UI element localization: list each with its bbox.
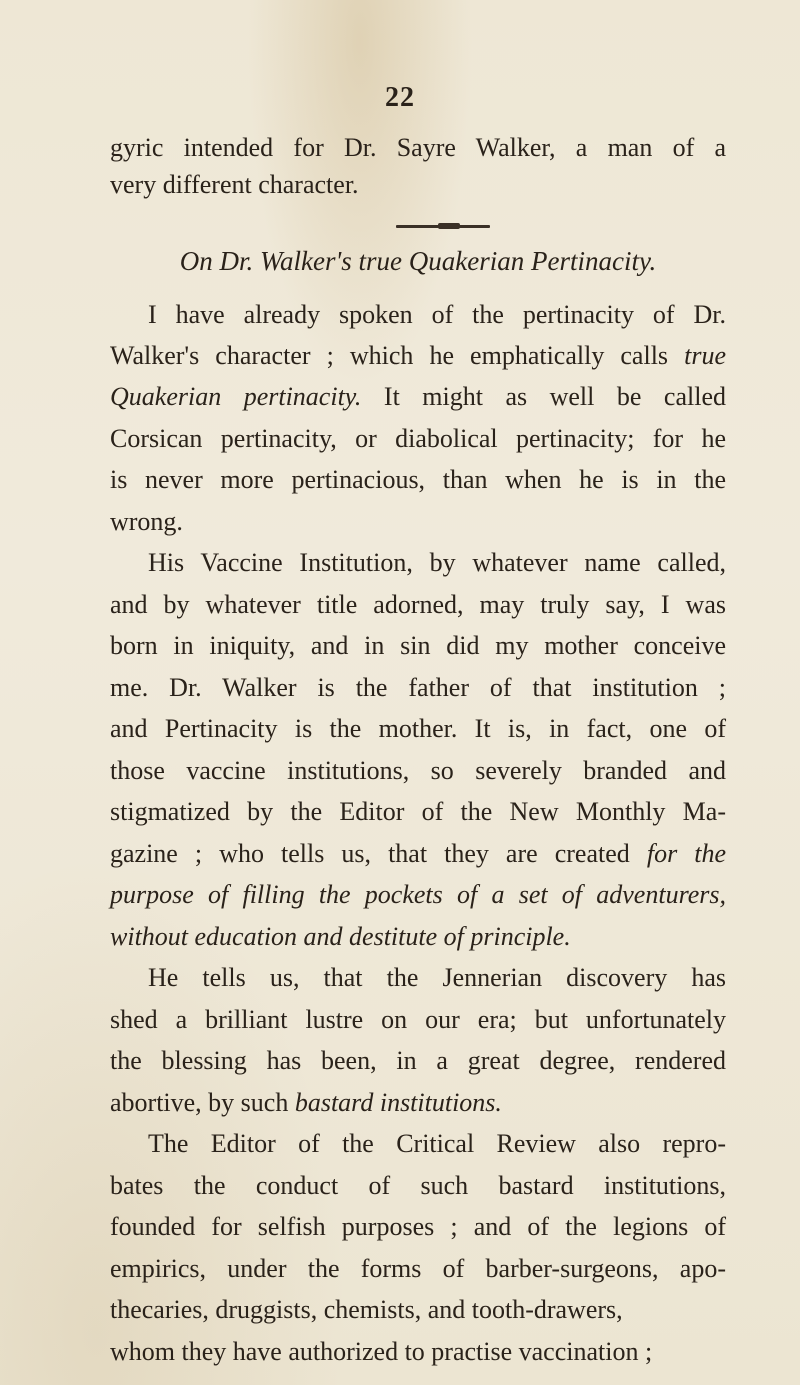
text-line: the blessing has been, in a great degree, rendered (110, 1046, 726, 1076)
text-line: and by whatever title adorned, may truly say, I was (110, 589, 726, 619)
text-line: stigmatized by the Editor of the New Monthly Ma- (110, 797, 726, 827)
text-line: His Vaccine Institution, by whatever name called, (148, 548, 726, 578)
text-line: bates the conduct of such bastard institutions, (110, 1170, 726, 1200)
text-line: Walker's character ; which he emphatically calls true (110, 340, 726, 370)
text-line: He tells us, that the Jennerian discovery has (148, 963, 726, 993)
text-line: me. Dr. Walker is the father of that institution ; (110, 672, 726, 702)
text-line: without education and destitute of principle. (110, 921, 571, 951)
text-line: purpose of filling the pockets of a set of adventurers, (110, 880, 726, 910)
text-line: shed a brilliant lustre on our era; but unfortunately (110, 1004, 726, 1034)
text-line: whom they have authorized to practise vaccination ; (110, 1336, 653, 1366)
text-line: abortive, by such bastard institutions. (110, 1087, 502, 1117)
text-line: gyric intended for Dr. Sayre Walker, a man of a (110, 133, 726, 162)
section-divider-ornament (396, 225, 490, 228)
text-line: born in iniquity, and in sin did my mother conceive (110, 631, 726, 661)
text-line: gazine ; who tells us, that they are created for the (110, 838, 727, 868)
text-line: those vaccine institutions, so severely branded and (110, 755, 726, 785)
text-line: I have already spoken of the pertinacity of Dr. (148, 299, 726, 329)
text-line: is never more pertinacious, than when he is in the (110, 465, 726, 495)
text-line: and Pertinacity is the mother. It is, in fact, one of (110, 714, 726, 744)
text-line: founded for selfish purposes ; and of the legions of (110, 1212, 726, 1242)
text-line: empirics, under the forms of barber-surgeons, apo- (110, 1253, 726, 1283)
text-line: very different character. (110, 169, 359, 199)
text-line: Corsican pertinacity, or diabolical pertinacity; for he (110, 423, 726, 453)
page-number: 22 (385, 82, 415, 113)
text-line: thecaries, druggists, chemists, and tooth-drawers, (110, 1295, 623, 1325)
text-line: The Editor of the Critical Review also repro- (148, 1129, 726, 1159)
text-line: wrong. (110, 506, 183, 536)
section-heading: On Dr. Walker's true Quakerian Pertinacity. (179, 246, 657, 276)
text-line: Quakerian pertinacity. It might as well be called (110, 382, 726, 412)
